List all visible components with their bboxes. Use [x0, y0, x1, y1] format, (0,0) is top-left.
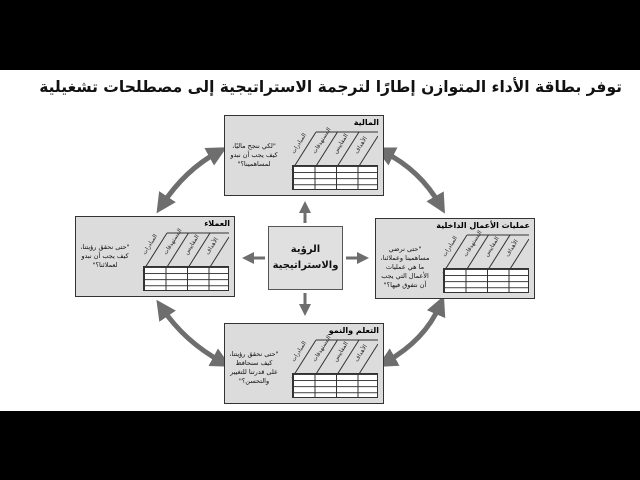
customer-col-targets: المستهدفات [162, 227, 184, 256]
learning-grid [292, 373, 378, 398]
arrow-customer-financial [162, 152, 218, 205]
learning-column-headers [278, 334, 378, 378]
internal-grid [443, 268, 529, 293]
financial-col-objectives: الأهداف [353, 136, 369, 155]
learning-perspective-box [224, 323, 384, 404]
internal-title: عمليات الأعمال الداخلية [436, 221, 530, 230]
arrow-financial-internal [384, 152, 440, 205]
learning-question: "حتى نحقق رؤيتنا، كيف سنحافظ على قدرتنا للتغيير والتحسن؟" [229, 350, 279, 385]
learning-title: التعلم والنمو [328, 326, 379, 335]
financial-grid [292, 165, 378, 190]
financial-perspective-box [224, 115, 384, 196]
arrow-learning-customer [162, 308, 222, 362]
slide [0, 70, 640, 411]
customer-title: العملاء [204, 219, 230, 228]
internal-perspective-box [375, 218, 535, 299]
customer-column-headers [129, 227, 229, 271]
vision-line2: والاستراتيجية [272, 260, 339, 271]
internal-col-initiatives: المبادرات [441, 235, 460, 258]
financial-col-measures: المقاييس [332, 133, 350, 155]
financial-title: المالية [353, 118, 379, 127]
customer-perspective-box [75, 216, 235, 297]
customer-col-initiatives: المبادرات [141, 233, 160, 256]
vision-strategy-box [268, 226, 343, 290]
internal-column-headers [429, 229, 529, 273]
financial-col-initiatives: المبادرات [290, 132, 309, 155]
internal-col-objectives: الأهداف [504, 239, 520, 258]
arrow-internal-learning [386, 305, 440, 362]
customer-question: "حتى نحقق رؤيتنا، كيف يجب أن نبدو لعملائنا؟" [80, 243, 130, 269]
learning-col-objectives: الأهداف [353, 344, 369, 363]
internal-question: "حتى نرضي مساهمينا وعملائنا، ما هي عمليات الأعمال التي يجب أن نتفوق فيها؟" [380, 245, 430, 289]
learning-col-targets: المستهدفات [311, 334, 333, 363]
financial-column-headers [278, 126, 378, 170]
slide-title: توفر بطاقة الأداء المتوازن إطارًا لترجمة الاستراتيجية إلى مصطلحات تشغيلية [39, 78, 622, 96]
internal-col-measures: المقاييس [483, 236, 501, 258]
customer-col-measures: المقاييس [183, 234, 201, 256]
learning-col-measures: المقاييس [332, 341, 350, 363]
customer-col-objectives: الأهداف [204, 237, 220, 256]
internal-col-targets: المستهدفات [462, 229, 484, 258]
financial-question: "لكي ننجح ماليًا، كيف يجب أن نبدو لمساهمينا؟" [230, 142, 278, 168]
vision-line1: الرؤية [290, 244, 321, 255]
customer-grid [143, 266, 229, 291]
learning-col-initiatives: المبادرات [290, 340, 309, 363]
financial-col-targets: المستهدفات [311, 126, 333, 155]
